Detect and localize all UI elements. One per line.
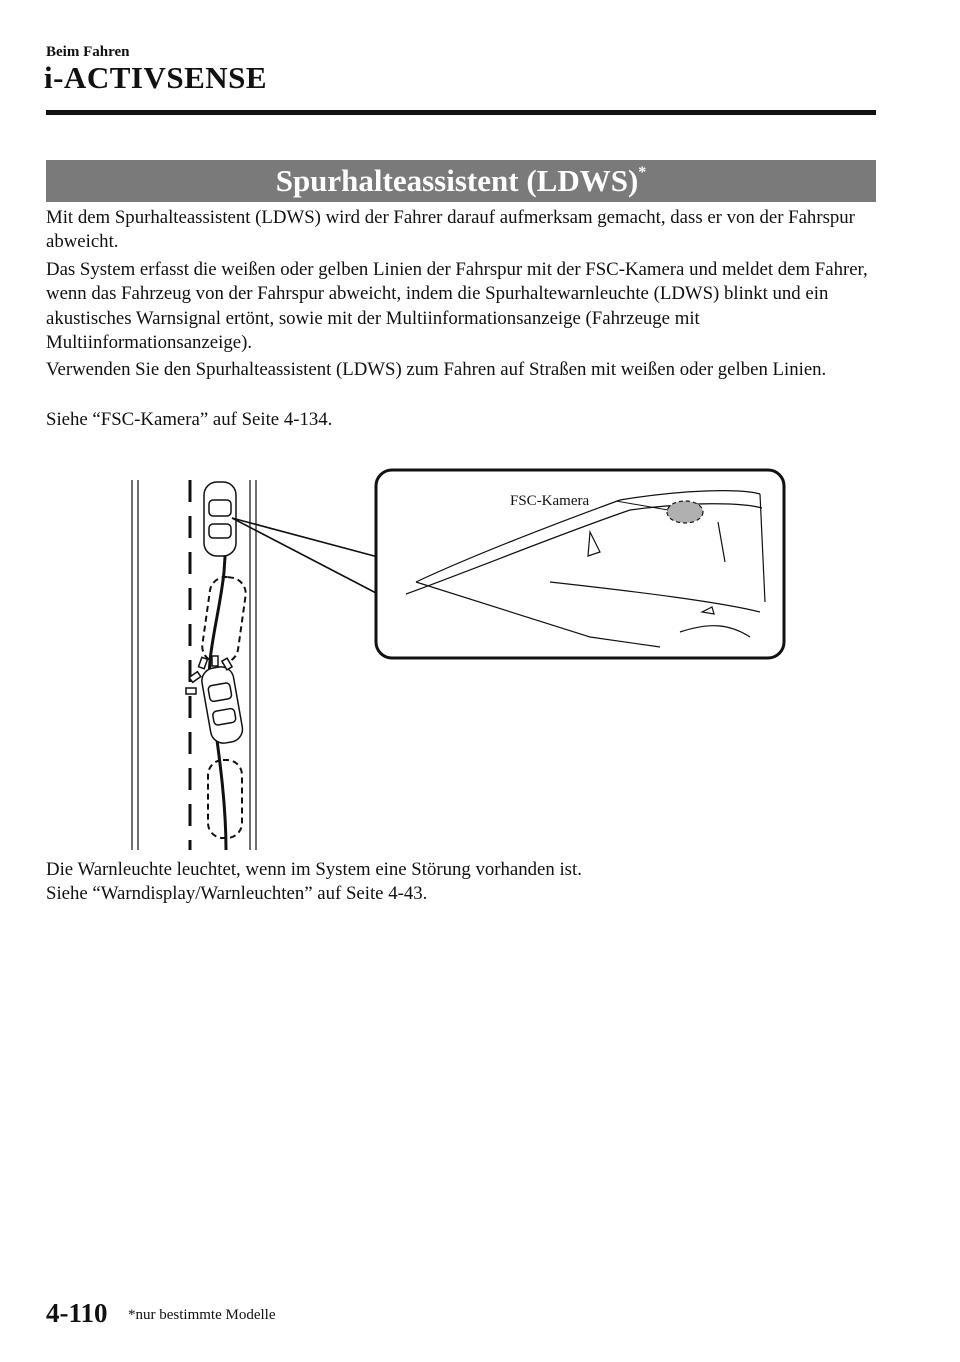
road-edges (132, 480, 256, 850)
top-car (204, 482, 236, 556)
ghost-car-upper (200, 575, 248, 665)
header-rule (46, 110, 876, 115)
banner-title: Spurhalteassistent (LDWS) (275, 163, 639, 198)
chapter-title: i-ACTIVSENSE (44, 60, 268, 95)
paragraph-reference-warnings: Siehe “Warndisplay/Warnleuchten” auf Seite 4-43. (46, 883, 428, 904)
paragraph-reference-camera: Siehe “FSC-Kamera” auf Seite 4-134. (46, 409, 333, 430)
paragraph-malfunction: Die Warnleuchte leuchtet, wenn im System eine Störung vorhanden ist. (46, 859, 582, 880)
camera-location-spot (667, 501, 703, 523)
footnote: *nur bestimmte Modelle (128, 1307, 276, 1323)
departing-car (200, 665, 245, 745)
section-label: Beim Fahren (46, 44, 130, 60)
camera-label: FSC-Kamera (510, 493, 590, 509)
banner-asterisk: * (638, 164, 647, 181)
paragraph-detection: Das System erfasst die weißen oder gelben Linien der Fahrspur mit der FSC-Kamera und meldet dem Fahrer, wenn das Fahrzeug von der Fahrspur abweicht, indem die Spurhaltewarnleuchte (LDWS) blinkt und ein akustisches Warnsignal ertönt, sowie mit der Multiinformationsanzeige (Fahrzeuge mit Multiinformationsanzeige). (46, 259, 868, 353)
page-number: 4-110 (46, 1298, 108, 1328)
paragraph-usage: Verwenden Sie den Spurhalteassistent (LDWS) zum Fahren auf Straßen mit weißen oder gelben Linien. (46, 359, 827, 380)
lane-departure-illustration (120, 462, 800, 852)
section-banner (46, 160, 876, 202)
paragraph-intro: Mit dem Spurhalteassistent (LDWS) wird der Fahrer darauf aufmerksam gemacht, dass er von der Fahrspur abweicht. (46, 207, 855, 253)
